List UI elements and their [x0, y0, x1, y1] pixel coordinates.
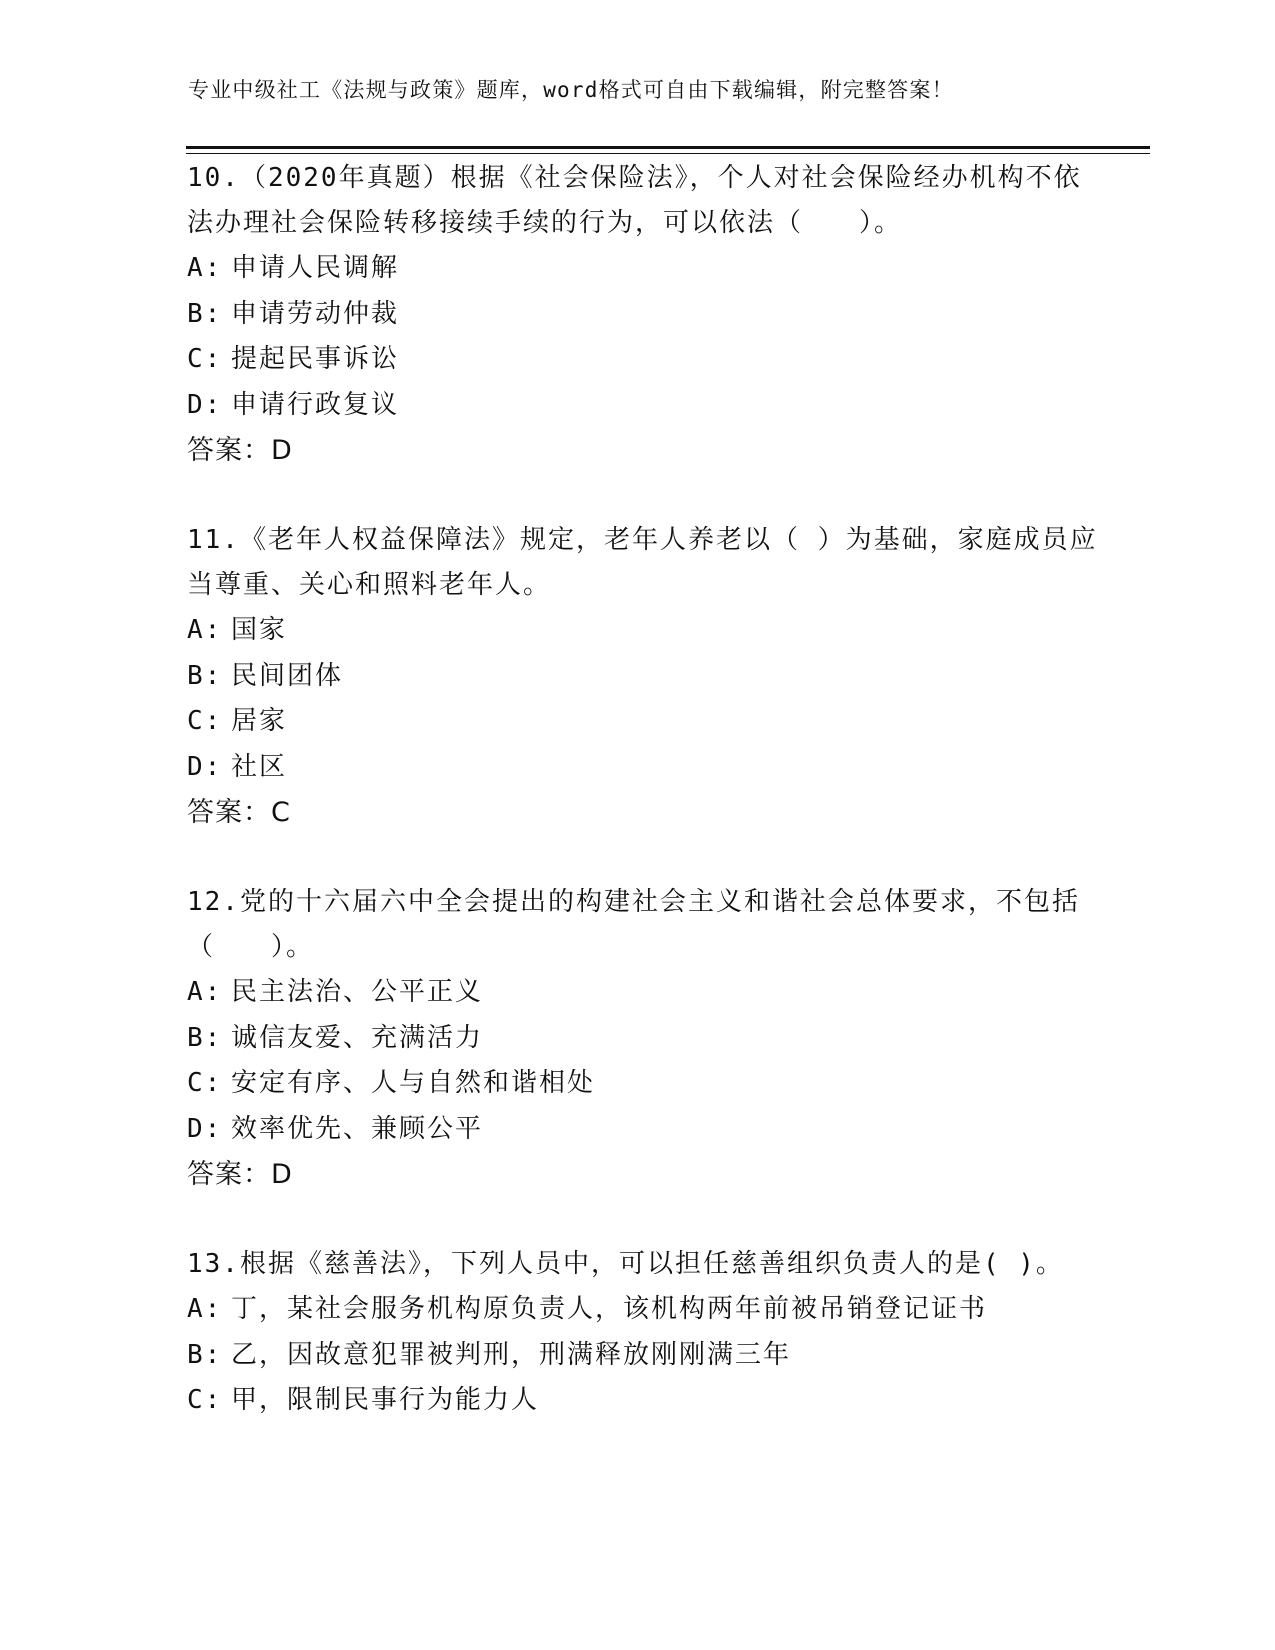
- option-c: [187, 1061, 1107, 1107]
- option-letter: C:: [187, 706, 223, 736]
- option-letter: B:: [187, 660, 223, 691]
- option-d: [187, 745, 1107, 791]
- question-stem: 13.根据《慈善法》，下列人员中，可以担任慈善组织负责人的是( )。: [187, 1249, 1064, 1279]
- option-a: [187, 608, 1107, 654]
- question-11: [187, 518, 1107, 836]
- option-text: 民主法治、公平正义: [231, 977, 484, 1007]
- option-text: 国家: [231, 615, 288, 645]
- option-d: [187, 383, 1107, 429]
- option-letter: C:: [187, 1385, 223, 1415]
- option-letter: B:: [187, 1339, 223, 1370]
- option-c: [187, 1378, 1107, 1424]
- option-b: [187, 1333, 1107, 1379]
- option-letter: C:: [187, 1068, 223, 1098]
- answer-line: 答案：D: [187, 1159, 293, 1190]
- option-text: 诚信友爱、充满活力: [231, 1022, 484, 1053]
- option-letter: D:: [187, 751, 223, 782]
- option-b: [187, 654, 1107, 700]
- option-letter: D:: [187, 389, 223, 420]
- question-10: [187, 156, 1107, 474]
- option-letter: A:: [187, 1294, 223, 1324]
- answer-line: 答案：C: [187, 797, 291, 828]
- question-list: [187, 156, 1107, 1468]
- question-13: [187, 1242, 1107, 1424]
- question-stem: 10.（2020年真题）根据《社会保险法》，个人对社会保险经办机构不依法办理社会保险转移接续手续的行为，可以依法（ ）。: [187, 163, 1082, 238]
- option-c: [187, 699, 1107, 745]
- option-text: 居家: [231, 706, 288, 736]
- option-letter: B:: [187, 1022, 223, 1053]
- option-a: [187, 1287, 1107, 1333]
- header-divider-thick: [186, 146, 1150, 149]
- option-text: 申请行政复议: [231, 389, 400, 420]
- option-d: [187, 1107, 1107, 1153]
- option-text: 申请劳动仲裁: [231, 298, 400, 329]
- question-stem: 11.《老年人权益保障法》规定，老年人养老以（ ）为基础，家庭成员应当尊重、关心和照料老年人。: [187, 525, 1098, 600]
- option-text: 效率优先、兼顾公平: [231, 1113, 484, 1144]
- header-divider-thin: [186, 153, 1150, 154]
- option-text: 社区: [231, 751, 288, 782]
- question-stem: 12.党的十六届六中全会提出的构建社会主义和谐社会总体要求，不包括（ ）。: [187, 887, 1080, 962]
- option-letter: B:: [187, 298, 223, 329]
- question-12: [187, 880, 1107, 1198]
- option-a: [187, 246, 1107, 292]
- option-letter: A:: [187, 615, 223, 645]
- option-text: 甲，限制民事行为能力人: [231, 1385, 540, 1415]
- option-text: 安定有序、人与自然和谐相处: [231, 1068, 596, 1098]
- answer-line: 答案：D: [187, 435, 293, 466]
- option-text: 丁，某社会服务机构原负责人，该机构两年前被吊销登记证书: [231, 1294, 988, 1324]
- page-header: 专业中级社工《法规与政策》题库，word格式可自由下载编辑，附完整答案！: [188, 78, 954, 102]
- option-letter: D:: [187, 1113, 223, 1144]
- option-c: [187, 337, 1107, 383]
- option-text: 提起民事诉讼: [231, 344, 400, 374]
- option-b: [187, 1016, 1107, 1062]
- option-letter: A:: [187, 977, 223, 1007]
- option-b: [187, 292, 1107, 338]
- option-a: [187, 970, 1107, 1016]
- option-letter: C:: [187, 344, 223, 374]
- option-text: 民间团体: [231, 660, 344, 691]
- option-text: 乙，因故意犯罪被判刑，刑满释放刚刚满三年: [231, 1339, 792, 1370]
- option-text: 申请人民调解: [231, 253, 400, 283]
- option-letter: A:: [187, 253, 223, 283]
